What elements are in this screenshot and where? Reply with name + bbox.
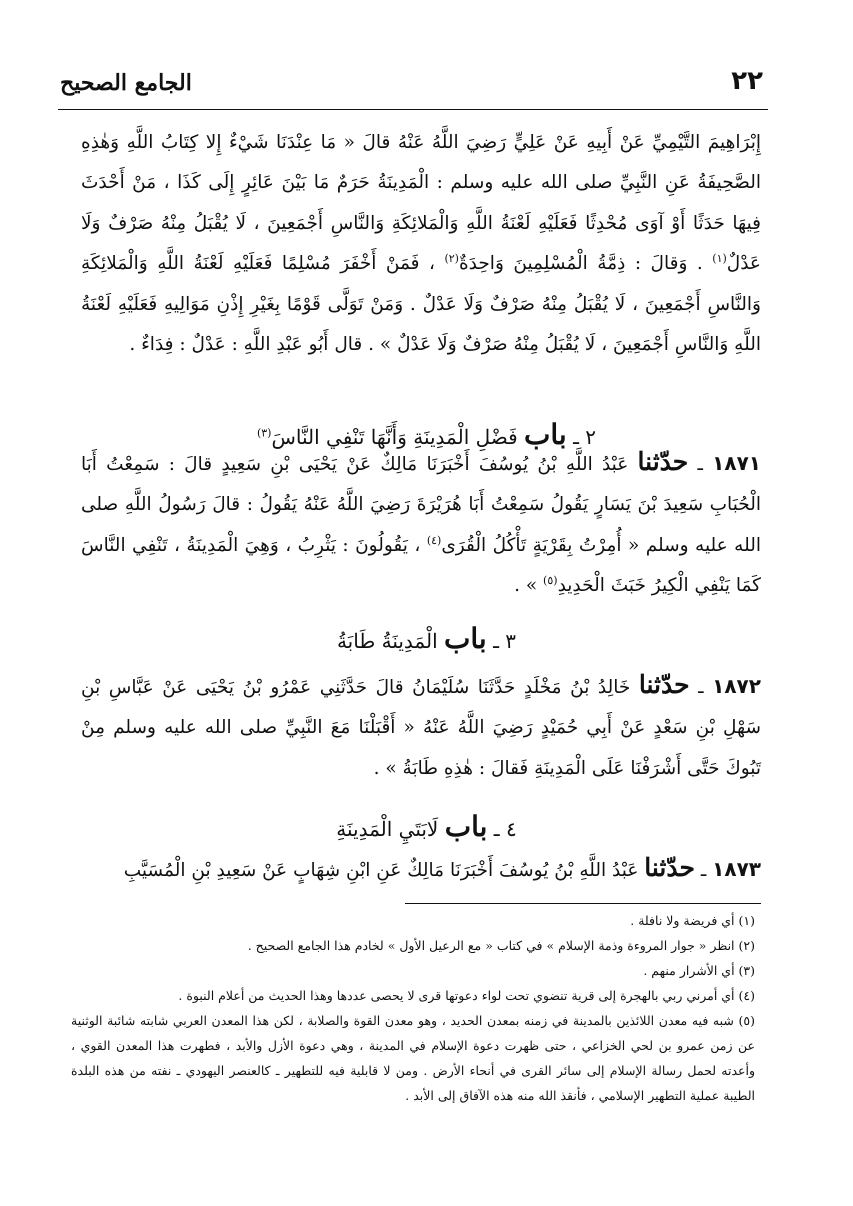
chapter-title: فَضْلِ الْمَدِينَةِ وَأَنَّهَا تَنْفِي النَّاسَ [271, 425, 518, 449]
bab-label: باب [524, 418, 567, 451]
opening-text-3: ، فَمَنْ أَخْفَرَ مُسْلِمًا فَعَلَيْهِ لَعْنَةُ اللَّهِ وَالْمَلائِكَةِ وَالنَّاسِ أَجْمَعِينَ ، لَا يُقْبَلُ مِنْهُ صَرْفٌ وَلَا عَدْلٌ . وَمَنْ تَوَلَّى قَوْمًا بِغَيْرِ إِذْنِ مَوَالِيهِ فَعَلَيْهِ لَعْنَةُ اللَّهِ وَالنَّاسِ أَجْمَعِينَ ، لَا يُقْبَلُ مِنْهُ صَرْفٌ وَلَا عَدْلٌ » . قال أَبُو عَبْدِ اللَّهِ : عَدْلٌ : فِدَاءٌ . [81, 253, 761, 356]
hadith-text-1: عَبْدُ اللَّهِ بْنُ يُوسُفَ أَخْبَرَنَا مَالِكٌ عَنْ يَحْيَى بْنِ سَعِيدٍ قالَ : سَمِعْتُ أَبَا الْحُبَابِ سَعِيدَ بْنَ يَسَارٍ يَقُولُ سَمِعْتُ أَبَا هُرَيْرَةَ رَضِيَ اللَّهُ عَنْهُ يَقُولُ : قالَ رَسُولُ اللَّهِ صلى الله عليه وسلم « أُمِرْتُ بِقَرْيَةٍ تَأْكُلُ الْقُرَى [81, 454, 761, 556]
bab-label: باب [444, 810, 488, 843]
footnote-4: (٤) أي أمرني ربي بالهجرة إلى قرية تنضوي تحت لواء دعوتها قرى لا يحصى عددها وهذا الحديث من أعلام النبوة . [178, 988, 755, 1003]
hadith-text-2: ، يَقُولُونَ : يَثْرِبُ ، وَهِيَ الْمَدِينَةُ ، تَنْفِي النَّاسَ كَمَا يَنْفِي الْكِيرُ خَبَثَ الْحَدِيدِ [81, 534, 761, 597]
chapter-heading-4 [0, 810, 853, 843]
haddathana-label: حدّثنا [644, 853, 695, 882]
hadith-text-3: » . [514, 575, 538, 597]
hadith-dash: ـ [698, 677, 704, 698]
footnotes [71, 908, 761, 1108]
chapter-heading-3 [0, 622, 853, 655]
footnote-mark-3: (٣) [256, 426, 272, 440]
footnote-mark-5: (٥) [543, 574, 558, 588]
chapter-title: الْمَدِينَةُ طَابَةُ [336, 629, 438, 653]
footnote-1: (١) أي فريضة ولا نافلة . [630, 913, 755, 928]
haddathana-label: حدّثنا [637, 447, 689, 476]
footnote-5: (٥) شبه فيه معدن اللائذين بالمدينة في زمنه بمعدن الحديد ، وهو معدن القوة والصلابة ، لكن هذا المعدن العربي شابته شائبة الوثنية عن زمن عمرو بن لحي الخزاعي ، حتى ظهرت دعوة الإسلام في المدينة ، وهي دعوة الأزل والأبد ، فطهرت هذا المعدن القوي ، وأعدته لحمل رسالة الإسلام إلى سائر القرى في أنحاء الأرض . ومن لا قابلية فيه للتطهير ـ كالعنصر اليهودي ـ نفته من هذه البلدة الطيبة عملية التطهير الإسلامي ، فأنقذ الله منه هذه الآفاق إلى الأبد . [71, 1013, 755, 1103]
opening-text-2: . وَقالَ : ذِمَّةُ الْمُسْلِمِينَ وَاحِدَةٌ [458, 253, 703, 275]
hadith-text: خَالِدُ بْنُ مَخْلَدٍ حَدَّثَنَا سُلَيْمَانُ قالَ حَدَّثَنِي عَمْرُو بْنُ يَحْيَى عَنْ عَبَّاسِ بْنِ سَهْلِ بْنِ سَعْدٍ عَنْ أَبِي حُمَيْدٍ رَضِيَ اللَّهُ عَنْهُ « أَقْبَلْنَا مَعَ النَّبِيِّ صلى الله عليه وسلم مِنْ تَبُوكَ حَتَّى أَشْرَفْنَا عَلَى الْمَدِينَةِ فَقالَ : هٰذِهِ طَابَةُ » . [81, 677, 761, 779]
opening-paragraph [81, 123, 761, 365]
hadith-1873 [81, 848, 761, 891]
bab-label: باب [444, 622, 487, 655]
chapter-title: لَابَتَيِ الْمَدِينَةِ [336, 817, 439, 841]
chapter-number: ٣ ـ [493, 629, 517, 653]
chapter-number: ٤ ـ [493, 817, 517, 841]
hadith-dash: ـ [700, 860, 707, 881]
hadith-number: ١٨٧٣ [712, 857, 761, 881]
hadith-text: عَبْدُ اللَّهِ بْنُ يُوسُفَ أَخْبَرَنَا مَالِكٌ عَنِ ابْنِ شِهَابٍ عَنْ سَعِيدِ بْنِ الْمُسَيَّبِ [123, 860, 639, 881]
haddathana-label: حدّثنا [638, 670, 690, 699]
footnote-mark-2: (٢) [444, 252, 459, 266]
hadith-dash: ـ [697, 454, 703, 475]
chapter-number: ٢ ـ [573, 425, 597, 449]
footnote-mark-4: (٤) [426, 533, 442, 547]
hadith-number: ١٨٧١ [712, 451, 761, 475]
footnote-2: (٢) انظر « جوار المروءة وذمة الإسلام » في كتاب « مع الرعيل الأول » لخادم هذا الجامع الصحيح . [247, 938, 755, 953]
footnote-3: (٣) أي الأشرار منهم . [643, 963, 755, 978]
footnote-mark-1: (١) [712, 252, 727, 266]
book-title: الجامع الصحيح [60, 70, 192, 96]
opening-text-1: إِبْرَاهِيمَ التَّيْمِيِّ عَنْ أَبِيهِ عَنْ عَلِيٍّ رَضِيَ اللَّهُ عَنْهُ قالَ « مَا عِنْدَنَا شَيْءٌ إِلا كِتَابُ اللَّهِ وَهٰذِهِ الصَّحِيفَةُ عَنِ النَّبِيِّ صلى الله عليه وسلم : الْمَدِينَةُ حَرَمٌ مَا بَيْنَ عَائِرٍ إِلَى كَذَا ، مَنْ أَحْدَثَ فِيهَا حَدَثًا أَوْ آوَى مُحْدِثًا فَعَلَيْهِ لَعْنَةُ اللَّهِ وَالْمَلائِكَةِ وَالنَّاسِ أَجْمَعِينَ ، لَا يُقْبَلُ مِنْهُ صَرْفٌ وَلَا عَدْلٌ [81, 132, 761, 275]
hadith-number: ١٨٧٢ [712, 674, 761, 698]
hadith-1871 [81, 442, 761, 607]
footnote-rule [405, 903, 761, 904]
hadith-1872 [81, 665, 761, 789]
page-number: ٢٢ [731, 66, 763, 96]
header-rule [58, 109, 768, 110]
